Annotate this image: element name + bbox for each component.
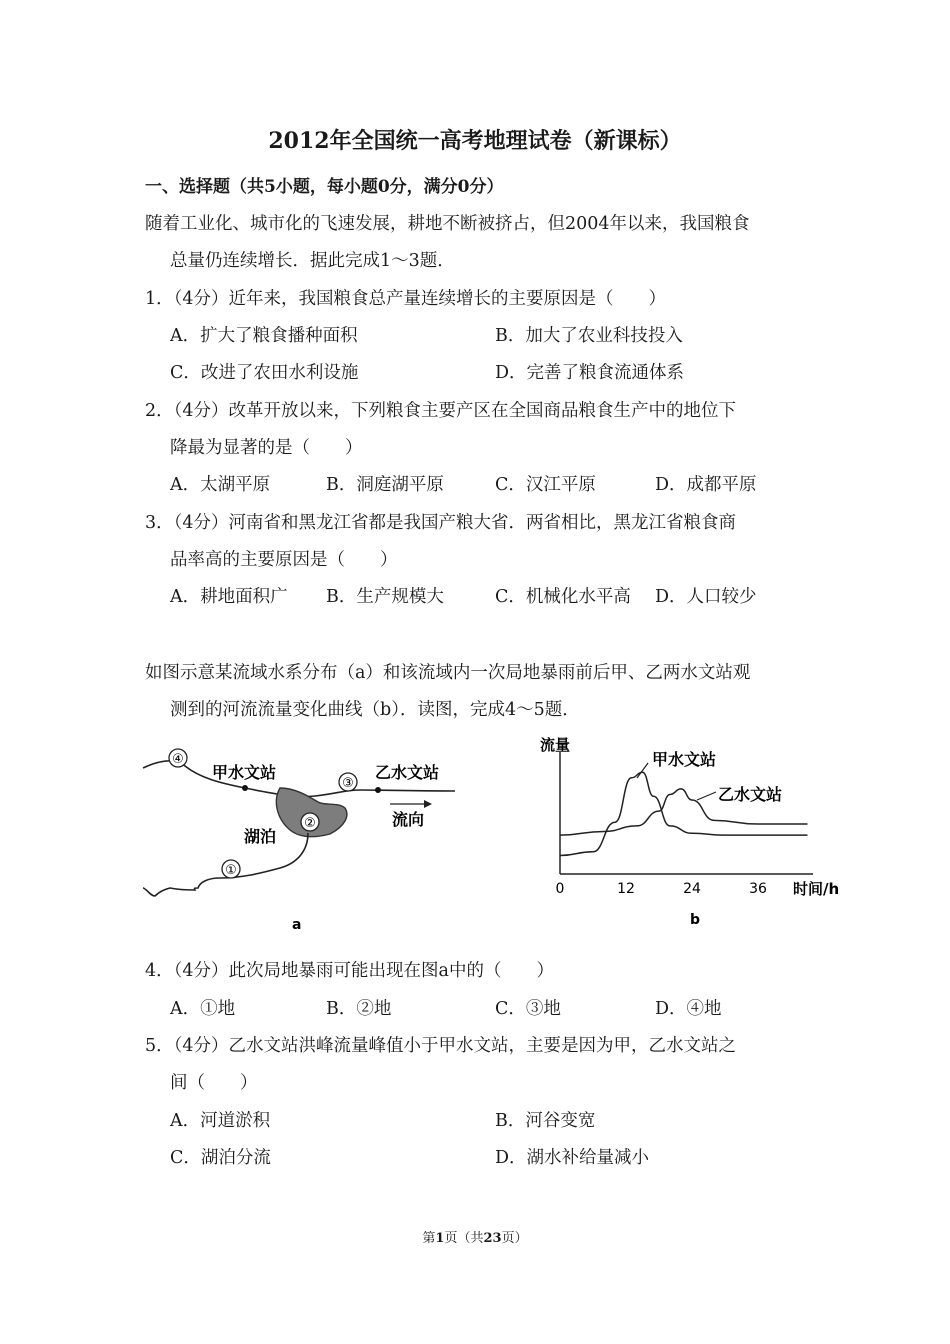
q1-option-b: B．加大了农业科技投入 [495,326,683,346]
figure-b-chart [530,728,860,938]
q5-stem-line2: 间（ ） [170,1073,258,1093]
q2-option-a: A．太湖平原 [170,475,271,495]
marker-3-label: ③ [342,776,354,791]
q2-option-d: D．成都平原 [655,475,757,495]
station-jia-label: 甲水文站 [212,763,277,782]
q1-stem: 1．（4分）近年来，我国粮食总产量连续增长的主要原因是（ ） [145,289,667,309]
q1-option-c: C．改进了农田水利设施 [170,363,359,383]
q3-option-c: C．机械化水平高 [495,587,631,607]
q5-option-c: C．湖泊分流 [170,1148,271,1168]
figure-a-caption: a [292,917,302,933]
q3-option-d: D．人口较少 [655,587,757,607]
x-tick-label: 36 [749,881,767,897]
figure-b-caption: b [690,912,701,928]
q1-option-d: D．完善了粮食流通体系 [495,363,685,383]
x-tick-label: 24 [683,881,701,897]
x-axis-label: 时间/h [793,880,840,898]
q4-option-c: C．③地 [495,999,561,1019]
section-heading: 一、选择题（共5小题，每小题0分，满分0分） [145,177,504,197]
q4-option-d: D．④地 [655,999,722,1019]
q4-stem: 4．（4分）此次局地暴雨可能出现在图a中的（ ） [145,961,554,981]
x-ticks [556,881,767,897]
q5-option-d: D．湖水补给量减小 [495,1148,650,1168]
q5-option-b: B．河谷变宽 [495,1111,596,1131]
q2-option-b: B．洞庭湖平原 [326,475,444,495]
intro2-line1: 如图示意某流域水系分布（a）和该流域内一次局地暴雨前后甲、乙两水文站观 [145,663,751,683]
q5-option-a: A．河道淤积 [170,1111,271,1131]
series-jia-label: 甲水文站 [652,750,717,769]
q2-option-c: C．汉江平原 [495,475,596,495]
q2-stem-line1: 2．（4分）改革开放以来，下列粮食主要产区在全国商品粮食生产中的地位下 [145,401,737,421]
x-tick-label: 12 [617,881,635,897]
footer-prefix: 第 [422,1231,436,1246]
intro1-line2: 总量仍连续增长．据此完成1～3题． [170,251,455,271]
footer-total: 23 [483,1231,502,1246]
yi-leader-line [697,792,716,800]
q3-option-b: B．生产规模大 [326,587,444,607]
marker-1-label: ① [225,863,237,878]
q1-option-a: A．扩大了粮食播种面积 [170,326,358,346]
intro2-line2: 测到的河流流量变化曲线（b）．读图，完成4～5题． [170,700,580,720]
flow-label: 流向 [392,810,425,829]
footer-page: 1 [435,1231,445,1246]
x-tick-label: 0 [555,881,565,897]
q3-stem-line2: 品率高的主要原因是（ ） [170,550,398,570]
y-axis-label: 流量 [540,736,571,754]
q4-option-a: A．①地 [170,999,236,1019]
station-yi-label: 乙水文站 [375,763,440,782]
q3-stem-line1: 3．（4分）河南省和黑龙江省都是我国产粮大省．两省相比，黑龙江省粮食商 [145,513,737,533]
page-footer [0,1227,950,1246]
footer-middle: 页（共 [444,1231,484,1246]
intro1-line1: 随着工业化、城市化的飞速发展，耕地不断被挤占，但2004年以来，我国粮食 [145,214,750,234]
marker-2-label: ② [304,816,316,831]
q4-option-b: B．②地 [326,999,392,1019]
flow-arrow-head [424,800,432,808]
marker-4-label: ④ [172,752,184,767]
q3-option-a: A．耕地面积广 [170,587,288,607]
station-jia-dot [242,785,248,791]
footer-suffix: 页） [501,1231,528,1246]
q2-stem-line2: 降最为显著的是（ ） [170,438,363,458]
page-title: 2012年全国统一高考地理试卷（新课标） [268,128,682,154]
station-yi-dot [375,787,381,793]
q5-stem-line1: 5．（4分）乙水文站洪峰流量峰值小于甲水文站，主要是因为甲，乙水文站之 [145,1036,737,1056]
lake-label: 湖泊 [244,827,277,846]
figure-a-river-map [140,738,470,938]
series-yi-label: 乙水文站 [718,785,783,804]
